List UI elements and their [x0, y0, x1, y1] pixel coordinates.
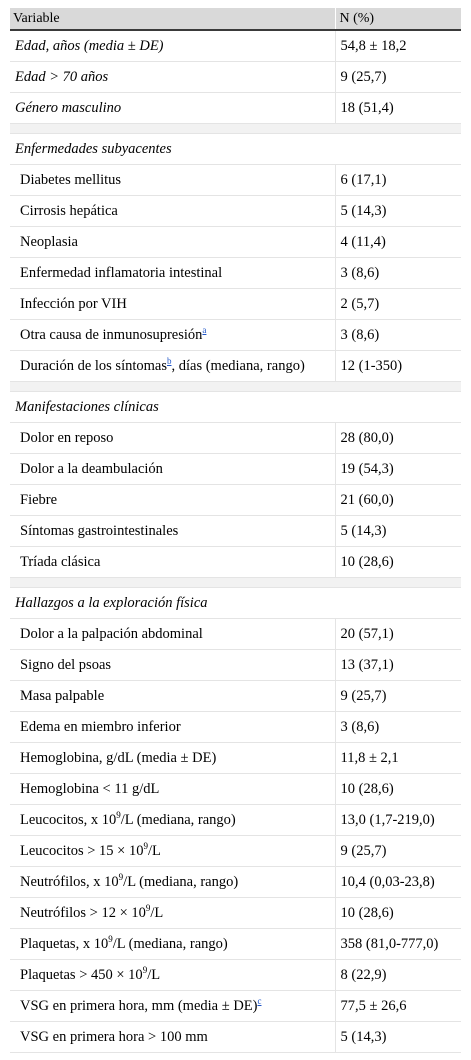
variable-cell: [10, 227, 335, 258]
value-cell: 19 (54,3): [335, 454, 461, 485]
variable-label: Género masculino: [15, 99, 122, 116]
variable-cell: [10, 165, 335, 196]
table-row: [10, 423, 461, 454]
variable-label: Signo del psoas: [20, 656, 112, 673]
variable-label: Enfermedad inflamatoria intestinal: [20, 264, 223, 281]
value-cell: 5 (14,3): [335, 196, 461, 227]
value-cell: 6 (17,1): [335, 165, 461, 196]
value-cell: 3 (8,6): [335, 712, 461, 743]
variable-label: Leucocitos, x 10: [20, 811, 117, 828]
value-cell: 20 (57,1): [335, 619, 461, 650]
value-cell: 10,4 (0,03-23,8): [335, 867, 461, 898]
variable-label: Dolor en reposo: [20, 429, 114, 446]
variable-label: Hemoglobina < 11 g/dL: [20, 780, 160, 797]
value-cell: 11,8 ± 2,1: [335, 743, 461, 774]
table-row: [10, 62, 461, 93]
table-row: [10, 196, 461, 227]
variable-label: Edad > 70 años: [15, 68, 109, 85]
variable-cell: [10, 62, 335, 93]
variable-cell: [10, 1022, 335, 1053]
value-cell: 9 (25,7): [335, 62, 461, 93]
table-row: [10, 681, 461, 712]
spacer-cell: [10, 578, 461, 588]
variable-label: Dolor a la deambulación: [20, 460, 163, 477]
value-cell: 2 (5,7): [335, 289, 461, 320]
value-cell: 21 (60,0): [335, 485, 461, 516]
value-cell: 9 (25,7): [335, 681, 461, 712]
value-cell: 3 (8,6): [335, 258, 461, 289]
variable-cell: [10, 867, 335, 898]
variable-label: Cirrosis hepática: [20, 202, 118, 219]
footnote-link-b[interactable]: b: [167, 355, 172, 366]
variable-label: Neutrófilos > 12 × 10: [20, 904, 146, 921]
value-cell: 3 (8,6): [335, 320, 461, 351]
variable-label: Plaquetas > 450 × 10: [20, 966, 143, 983]
variable-label: Tríada clásica: [20, 553, 101, 570]
table-row: [10, 836, 461, 867]
variable-label-suffix: , días (mediana, rango): [171, 357, 305, 374]
table-row: [10, 165, 461, 196]
value-cell: 8 (22,9): [335, 960, 461, 991]
table-header-row: [10, 8, 461, 30]
variable-cell: [10, 929, 335, 960]
variable-cell: [10, 93, 335, 124]
variable-cell: [10, 516, 335, 547]
table-row: [10, 547, 461, 578]
table-row: [10, 991, 461, 1022]
variable-label: Duración de los síntomas: [20, 357, 167, 374]
value-cell: 77,5 ± 26,6: [335, 991, 461, 1022]
table-row: [10, 774, 461, 805]
table-row: [10, 485, 461, 516]
table-row: [10, 712, 461, 743]
exponent: 9: [116, 809, 121, 820]
variable-cell: [10, 774, 335, 805]
variable-label: Infección por VIH: [20, 295, 127, 312]
variable-label-suffix: /L: [147, 966, 161, 983]
variable-label: Edad, años (media ± DE): [15, 37, 164, 54]
footnote-link-c[interactable]: c: [257, 995, 262, 1006]
value-cell: 9 (25,7): [335, 836, 461, 867]
variable-label: VSG en primera hora, mm (media ± DE): [20, 997, 258, 1014]
column-header-variable: Variable: [10, 8, 335, 30]
table-row: [10, 351, 461, 382]
value-cell: 10 (28,6): [335, 774, 461, 805]
value-cell: 13,0 (1,7-219,0): [335, 805, 461, 836]
table-row: [10, 960, 461, 991]
exponent: 9: [108, 933, 113, 944]
column-header-n-percent: N (%): [335, 8, 461, 30]
spacer-cell: [10, 382, 461, 392]
table-row: [10, 454, 461, 485]
footnote-link-a[interactable]: a: [202, 324, 207, 335]
variable-label: Fiebre: [20, 491, 58, 508]
table-row: [10, 320, 461, 351]
variable-cell: [10, 351, 335, 382]
value-cell: 4 (11,4): [335, 227, 461, 258]
value-cell: 54,8 ± 18,2: [335, 30, 461, 62]
variable-cell: [10, 960, 335, 991]
variable-label-suffix: /L (mediana, rango): [112, 935, 228, 952]
patient-characteristics-table: [10, 8, 461, 1053]
variable-cell: [10, 681, 335, 712]
section-title: Hallazgos a la exploración física: [10, 588, 461, 619]
table-container: [10, 8, 461, 1053]
table-row: [10, 929, 461, 960]
value-cell: 358 (81,0-777,0): [335, 929, 461, 960]
table-row: [10, 898, 461, 929]
variable-cell: [10, 898, 335, 929]
value-cell: 5 (14,3): [335, 1022, 461, 1053]
section-header-row: [10, 134, 461, 165]
value-cell: 13 (37,1): [335, 650, 461, 681]
table-row: [10, 867, 461, 898]
variable-cell: [10, 320, 335, 351]
section-spacer: [10, 382, 461, 392]
table-body: [10, 30, 461, 1053]
variable-cell: [10, 485, 335, 516]
variable-cell: [10, 196, 335, 227]
table-row: [10, 258, 461, 289]
footnote-marker: [202, 325, 206, 335]
variable-label: Otra causa de inmunosupresión: [20, 326, 203, 343]
variable-cell: [10, 836, 335, 867]
table-row: [10, 805, 461, 836]
variable-cell: [10, 743, 335, 774]
variable-cell: [10, 805, 335, 836]
variable-cell: [10, 423, 335, 454]
variable-cell: [10, 991, 335, 1022]
section-header-row: [10, 392, 461, 423]
variable-cell: [10, 650, 335, 681]
value-cell: 10 (28,6): [335, 547, 461, 578]
footnote-marker: [257, 996, 261, 1006]
variable-cell: [10, 454, 335, 485]
table-row: [10, 93, 461, 124]
table-row: [10, 650, 461, 681]
variable-label: VSG en primera hora > 100 mm: [20, 1028, 208, 1045]
variable-label: Dolor a la palpación abdominal: [20, 625, 203, 642]
table-row: [10, 619, 461, 650]
table-row: [10, 30, 461, 62]
variable-label-suffix: /L (mediana, rango): [120, 811, 236, 828]
section-title: Enfermedades subyacentes: [10, 134, 461, 165]
spacer-cell: [10, 124, 461, 134]
variable-cell: [10, 30, 335, 62]
value-cell: 18 (51,4): [335, 93, 461, 124]
exponent: 9: [145, 902, 151, 913]
variable-cell: [10, 547, 335, 578]
table-row: [10, 1022, 461, 1053]
section-header-row: [10, 588, 461, 619]
section-spacer: [10, 578, 461, 588]
variable-label: Edema en miembro inferior: [20, 718, 181, 735]
variable-label-suffix: /L (mediana, rango): [123, 873, 239, 890]
table-row: [10, 227, 461, 258]
variable-label: Plaquetas, x 10: [20, 935, 109, 952]
value-cell: 10 (28,6): [335, 898, 461, 929]
variable-label: Masa palpable: [20, 687, 105, 704]
exponent: 9: [118, 871, 124, 882]
variable-label-suffix: /L: [147, 842, 161, 859]
value-cell: 28 (80,0): [335, 423, 461, 454]
variable-cell: [10, 289, 335, 320]
variable-cell: [10, 258, 335, 289]
variable-label: Síntomas gastrointestinales: [20, 522, 179, 539]
table-row: [10, 743, 461, 774]
exponent: 9: [142, 964, 148, 975]
table-row: [10, 289, 461, 320]
value-cell: 5 (14,3): [335, 516, 461, 547]
variable-label: Hemoglobina, g/dL (media ± DE): [20, 749, 217, 766]
variable-cell: [10, 619, 335, 650]
variable-label-suffix: /L: [150, 904, 164, 921]
variable-cell: [10, 712, 335, 743]
table-row: [10, 516, 461, 547]
variable-label: Diabetes mellitus: [20, 171, 122, 188]
value-cell: 12 (1-350): [335, 351, 461, 382]
exponent: 9: [143, 840, 148, 851]
section-spacer: [10, 124, 461, 134]
variable-label: Neoplasia: [20, 233, 78, 250]
section-title: Manifestaciones clínicas: [10, 392, 461, 423]
variable-label: Neutrófilos, x 10: [20, 873, 119, 890]
variable-label: Leucocitos > 15 × 10: [20, 842, 144, 859]
